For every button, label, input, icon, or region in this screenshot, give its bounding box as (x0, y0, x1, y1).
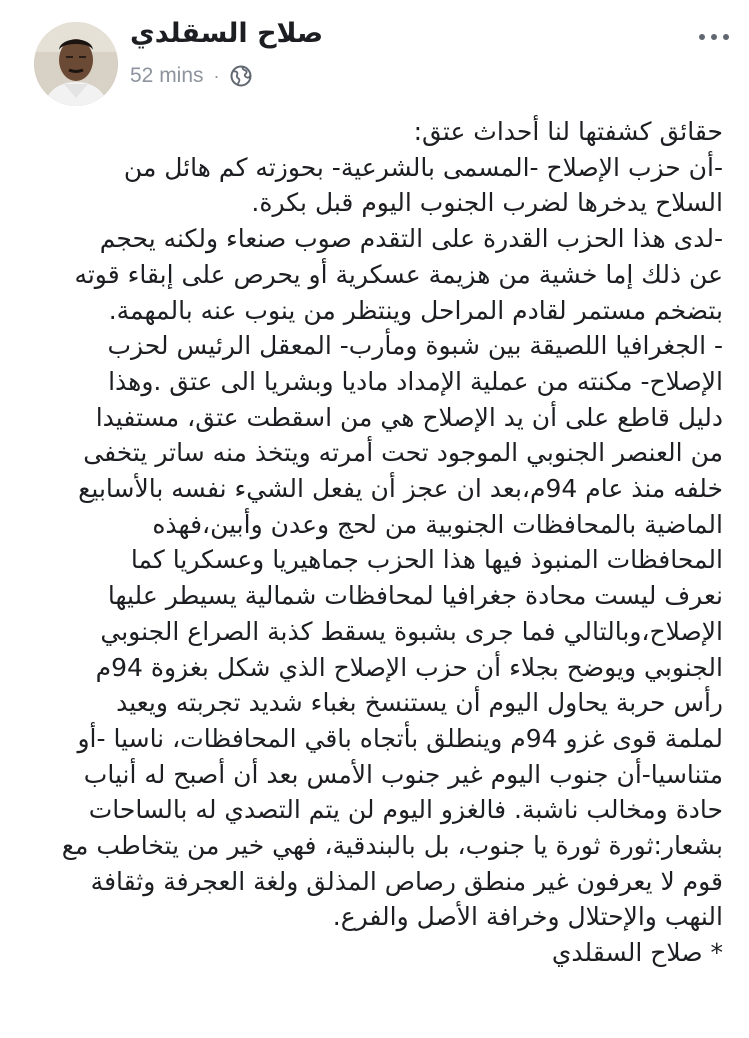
post-text-line: متناسيا-أن جنوب اليوم غير جنوب الأمس بعد أن أصبح له أنياب (83, 759, 723, 789)
post-text-line: - الجغرافيا اللصيقة بين شبوة ومأرب- المعقل الرئيس لحزب (107, 331, 723, 361)
post-text-line: عن ذلك إما خشية من هزيمة عسكرية أو يحرص على إبقاء قوته (74, 259, 723, 289)
post-text-line: لملمة قوى غزو 94م وينطلق بأتجاه باقي المحافظات، ناسيا -أو (77, 723, 723, 753)
post-text-line: دليل قاطع على أن يد الإصلاح هي من اسقطت عتق، مستفيدا (95, 402, 723, 432)
post-text-line: الجنوبي ويوضح بجلاء أن حزب الإصلاح الذي شكل بغزوة 94م (95, 652, 723, 682)
post-text-line: قوم لا يعرفون غير منطق رصاص المذلق ولغة العجرفة وثقافة (90, 866, 723, 896)
post-signature: * صلاح السقلدي (551, 938, 723, 968)
avatar[interactable] (34, 22, 118, 106)
meta-separator: · (213, 65, 220, 86)
post-text-line: النهب والإحتلال وخرافة الأصل والفرع. (332, 902, 723, 932)
post-text-line: -لدى هذا الحزب القدرة على التقدم صوب صنعاء ولكنه يحجم (99, 224, 723, 254)
more-dot (723, 34, 729, 40)
globe-icon[interactable] (230, 65, 252, 87)
more-dot (711, 34, 717, 40)
post-text-line: المحافظات المنبوذ فيها هذا الحزب جماهيريا وعسكريا كما (130, 545, 723, 575)
author-name[interactable]: صلاح السقلدي (130, 18, 324, 49)
post-text-line: بشعار:ثورة ثورة يا جنوب، بل بالبندقية، فهي خير من يتخاطب مع (61, 831, 723, 861)
post-text-line: -أن حزب الإصلاح -المسمى بالشرعية- بحوزته كم هائل من (123, 152, 723, 182)
more-dot (699, 34, 705, 40)
post-text-line: الماضية بالمحافظات الجنوبية من لحج وعدن وأبين،فهذه (152, 509, 723, 539)
post-text-line: حقائق كشفتها لنا أحداث عتق: (413, 117, 723, 146)
post-text-line: رأس حربة يحاول اليوم أن يستنسخ بغباء شديد تجربته ويعيد (116, 688, 723, 718)
post-text (23, 114, 723, 971)
post-time[interactable]: 52 mins (130, 64, 204, 87)
post-text-line: بتضخم مستمر لقادم المراحل وينتظر من ينوب عنه بالمهمة. (108, 295, 723, 325)
post-text-line: خلفه منذ عام 94م،بعد ان عجز أن يفعل الشيء نفسه بالأسابيع (78, 474, 723, 504)
post-text-line: حادة ومخالب ناشبة. فالغزو اليوم لن يتم التصدي له بالساحات (88, 795, 723, 825)
post-text-line: من العنصر الجنوبي الموجود تحت أمرته ويتخذ منه ساتر يتخفى (83, 438, 723, 468)
post-text-line: نعرف ليست محادة جغرافيا لمحافظات شمالية يسيطر عليها (107, 581, 723, 611)
avatar-photo (34, 22, 118, 106)
post-text-line: السلاح يدخرها لضرب الجنوب اليوم قبل بكرة. (251, 188, 723, 218)
post-meta (130, 62, 252, 90)
post-header (20, 14, 729, 104)
more-options-icon[interactable] (699, 30, 729, 44)
post-text-line: الإصلاح،وبالتالي فما جرى بشبوة يسقط كذبة الصراع الجنوبي (100, 616, 723, 646)
post-text-line: الإصلاح- مكنته من عملية الإمداد ماديا وبشريا الى عتق .وهذا (108, 366, 723, 396)
